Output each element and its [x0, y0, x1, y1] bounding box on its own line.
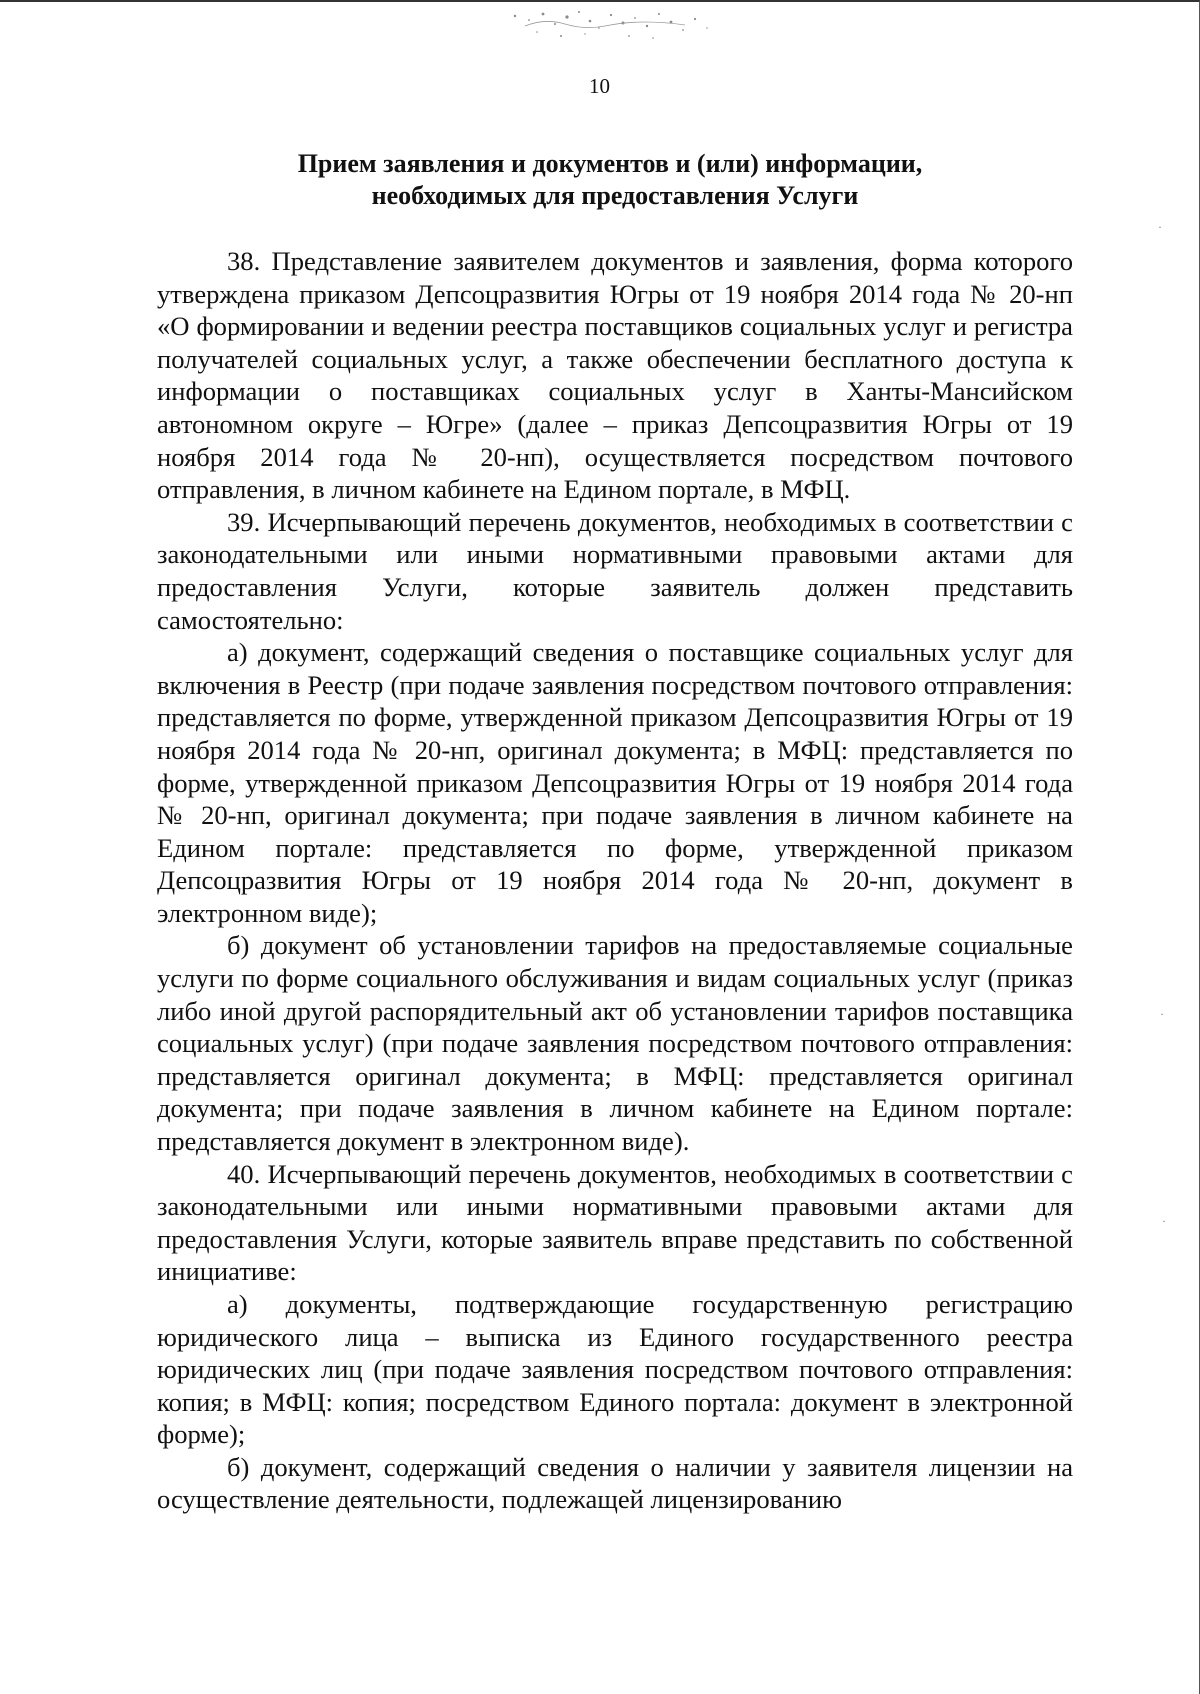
scan-speck: ·: [1162, 1214, 1166, 1228]
paragraph-40-a: а) документы, подтверждающие государственную регистрацию юридического лица – выписка из Единого государственного реестра юридических лиц (при подаче заявления посредством почтового отправления: копия; в МФЦ: копия; посредством Единого портала: документ в электронной форме);: [157, 1289, 1073, 1450]
paragraph-40-b: б) документ, содержащий сведения о наличии у заявителя лицензии на осуществление деятельности, подлежащей лицензированию: [157, 1451, 1073, 1515]
heading-line-2: необходимых для предоставления Услуги: [371, 181, 859, 210]
section-heading: [150, 148, 1070, 212]
paragraph-39: 39. Исчерпывающий перечень документов, необходимых в соответствии с законодательными или иными нормативными правовыми актами для предоставления Услуги, которые заявитель должен представить самостоятельно:: [157, 506, 1073, 635]
heading-line-1: Прием заявления и документов и (или) информации,: [297, 149, 923, 178]
paragraph-38: 38. Представление заявителем документов и заявления, форма которого утверждена приказом Депсоцразвития Югры от 19 ноября 2014 года № 20-нп «О формировании и ведении реестра поставщиков социальных услуг и регистра получателей социальных услуг, а также обеспечении бесплатного доступа к информации о поставщиках социальных услуг в Ханты-Мансийском автономном округе – Югре» (далее – приказ Депсоцразвития Югры от 19 ноября 2014 года № 20-нп), осуществляется посредством почтового отправления, в личном кабинете на Едином портале, в МФЦ.: [157, 246, 1073, 505]
scan-speck: ·: [1160, 1007, 1164, 1021]
paragraph-39-b: б) документ об установлении тарифов на предоставляемые социальные услуги по форме социального обслуживания и видам социальных услуг (приказ либо иной другой распорядительный акт об установлении тарифов поставщика социальных услуг) (при подаче заявления посредством почтового отправления: представляется оригинал документа; в МФЦ: представляется оригинал документа; при подаче заявления в личном кабинете на Едином портале: представляется документ в электронном виде).: [157, 930, 1073, 1157]
paragraph-40: 40. Исчерпывающий перечень документов, необходимых в соответствии с законодательными или иными нормативными правовыми актами для предоставления Услуги, которые заявитель вправе представить по собственной инициативе:: [157, 1158, 1073, 1287]
paragraph-39-a: а) документ, содержащий сведения о поставщике социальных услуг для включения в Реестр (при подаче заявления посредством почтового отправления: представляется по форме, утвержденной приказом Депсоцразвития Югры от 19 ноября 2014 года № 20-нп, оригинал документа; в МФЦ: представляется по форме, утвержденной приказом Депсоцразвития Югры от 19 ноября 2014 года № 20-нп, оригинал документа; при подаче заявления в личном кабинете на Едином портале: представляется по форме, утвержденной приказом Депсоцразвития Югры от 19 ноября 2014 года № 20-нп, документ в электронном виде);: [157, 637, 1073, 928]
scan-speck: ·: [1158, 220, 1162, 234]
scan-artifact: [495, 6, 725, 44]
page-number: 10: [589, 74, 610, 98]
document-body: [157, 245, 1073, 1516]
